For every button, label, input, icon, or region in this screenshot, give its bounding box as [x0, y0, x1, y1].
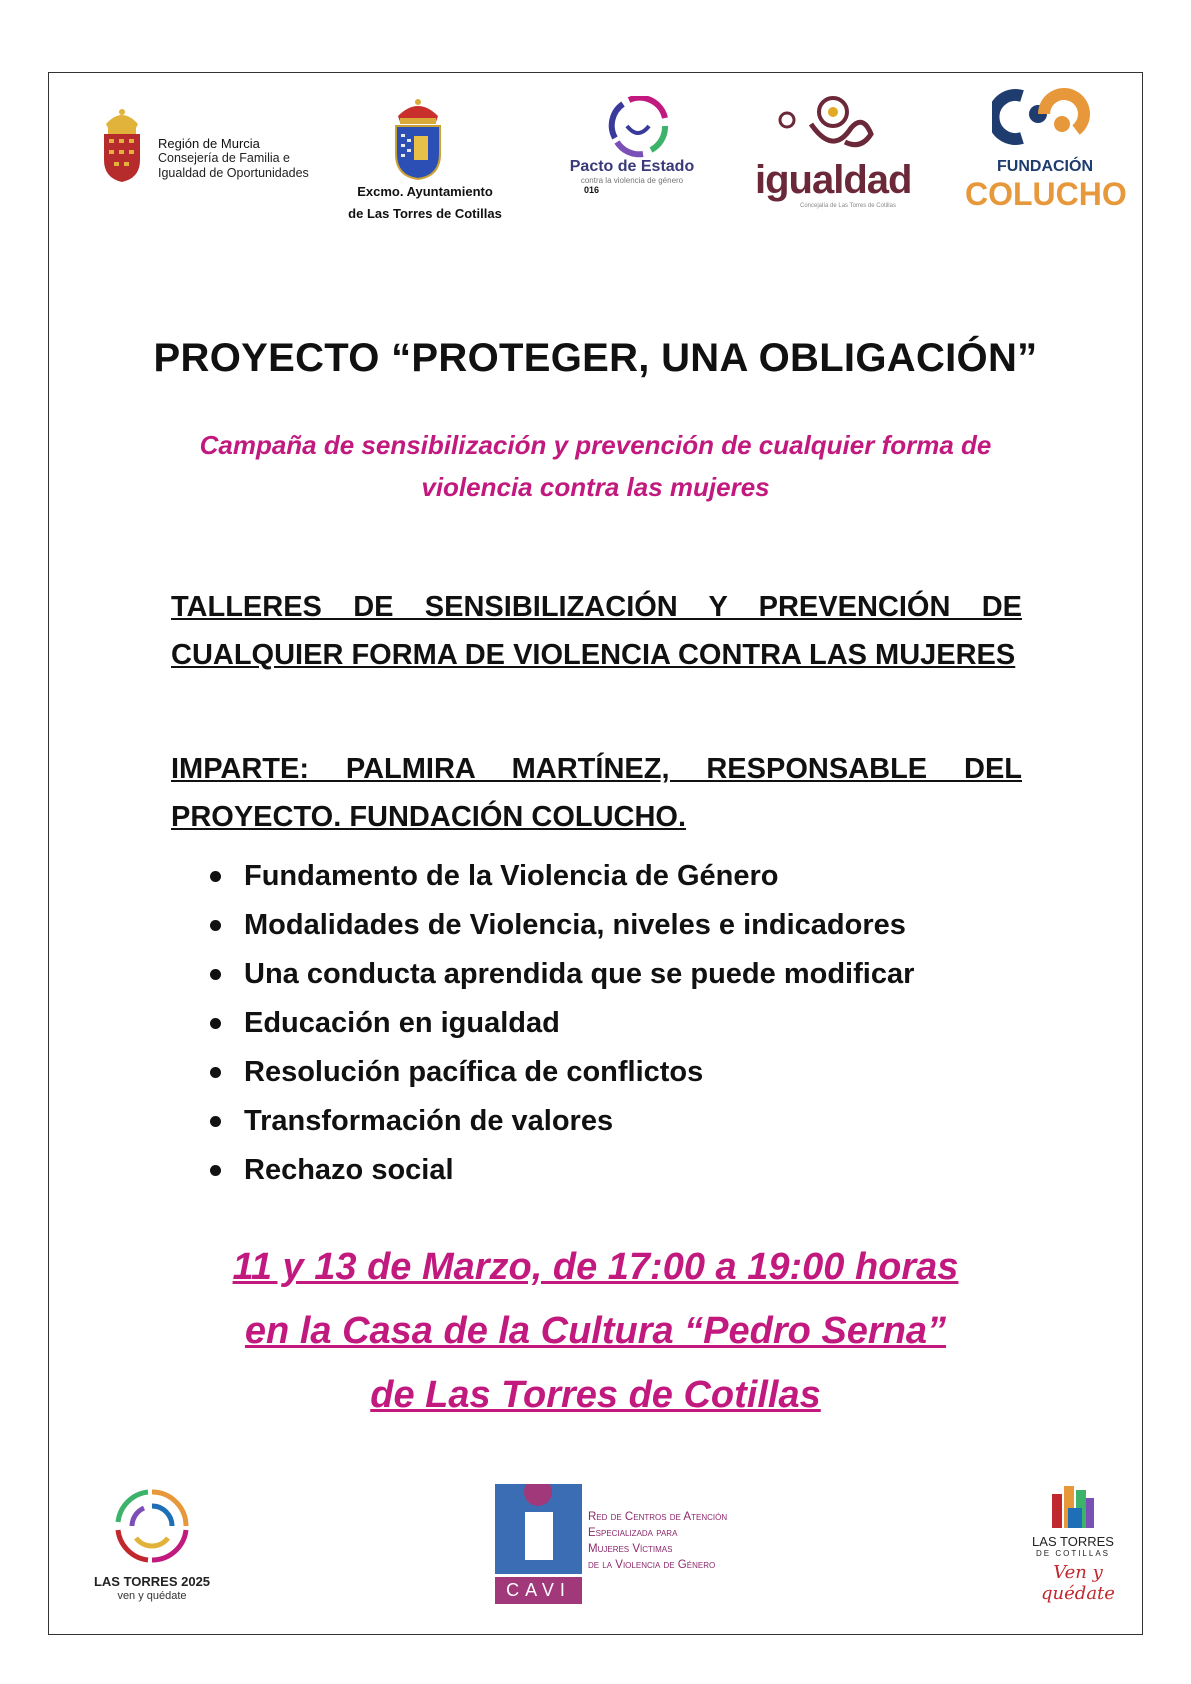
torres-logo-subtext: DE COTILLAS: [1035, 1549, 1110, 1558]
murcia-line1: Región de Murcia: [158, 136, 260, 151]
torres-logo-slogan: Ven y quédate: [1041, 1562, 1115, 1604]
instructor-heading: IMPARTE: PALMIRA MARTÍNEZ, RESPONSABLE DEL PROYECTO. FUNDACIÓN COLUCHO.: [171, 753, 1022, 833]
topic-text: Educación en igualdad: [244, 1007, 560, 1039]
cavi-label: CAVI: [495, 1577, 582, 1604]
event-date: 11 y 13 de Marzo, de 17:00 a 19:00 horas: [232, 1246, 959, 1288]
torres-logo: [1048, 1484, 1098, 1537]
murcia-line3: Igualdad de Oportunidades: [158, 166, 309, 180]
workshop-heading: TALLERES DE SENSIBILIZACIÓN Y PREVENCIÓN DE CUALQUIER FORMA DE VIOLENCIA CONTRA LAS MUJERES: [171, 591, 1022, 671]
torres-towers-icon: [1048, 1484, 1098, 1532]
torres-2025-slogan: ven y quédate: [117, 1590, 187, 1602]
igualdad-logo-text: igualdad: [755, 158, 912, 202]
list-item: [210, 950, 914, 999]
topic-text: Una conducta aprendida que se puede modificar: [244, 958, 915, 990]
topic-text: Transformación de valores: [244, 1105, 614, 1137]
cavi-line1: Red de Centros de Atención: [588, 1511, 728, 1523]
topics-list: [210, 852, 914, 1195]
bullet-icon: [210, 1165, 221, 1176]
bullet-icon: [210, 969, 221, 980]
pacto-circle-icon: [603, 96, 673, 158]
campaign-subtitle: [150, 424, 1041, 508]
ayuntamiento-crest-icon: [390, 96, 446, 180]
event-location: de Las Torres de Cotillas: [370, 1374, 821, 1416]
cavi-logo: [495, 1484, 582, 1574]
colucho-symbol-icon: [992, 84, 1092, 146]
murcia-line2: Consejería de Familia e: [158, 151, 291, 165]
torres-2025-rings-icon: [112, 1486, 192, 1566]
list-item: [210, 1146, 914, 1195]
pacto-subtitle: contra la violencia de género: [580, 176, 684, 185]
subtitle-line1: Campaña de sensibilización y prevención de cualquier forma de: [199, 430, 992, 460]
page-title: PROYECTO “PROTEGER, UNA OBLIGACIÓN”: [153, 336, 1038, 380]
cavi-text: [588, 1509, 727, 1573]
event-venue: en la Casa de la Cultura “Pedro Serna”: [244, 1310, 947, 1352]
pacto-title: Pacto de Estado: [569, 158, 695, 175]
murcia-logo: [100, 102, 144, 189]
bullet-icon: [210, 1067, 221, 1078]
torres-logo-text: LAS TORRES: [1032, 1534, 1114, 1549]
ayuntamiento-logo-text: [330, 181, 520, 225]
cavi-line4: de la Violencia de Género: [588, 1559, 716, 1571]
bullet-icon: [210, 1116, 221, 1127]
bullet-icon: [210, 871, 221, 882]
ayuntamiento-logo: [390, 96, 446, 185]
ayuntamiento-line1: Excmo. Ayuntamiento: [357, 184, 493, 199]
pacto-logo: [603, 96, 673, 163]
colucho-logo-line1: FUNDACIÓN: [997, 158, 1093, 175]
topic-text: Resolución pacífica de conflictos: [244, 1056, 704, 1088]
cavi-line2: Especializada para: [588, 1527, 678, 1539]
igualdad-figure-icon: [775, 94, 885, 160]
topic-text: Fundamento de la Violencia de Género: [244, 860, 779, 892]
colucho-logo-line2: COLUCHO: [965, 176, 1127, 212]
pacto-phone: 016: [584, 185, 600, 195]
murcia-logo-text: [158, 136, 309, 181]
colucho-logo: [992, 84, 1092, 151]
igualdad-logo-subtext: Concejalía de Las Torres de Cotillas: [800, 203, 896, 209]
list-item: [210, 999, 914, 1048]
subtitle-line2: violencia contra las mujeres: [421, 472, 770, 502]
topic-text: Rechazo social: [244, 1154, 454, 1186]
igualdad-logo: [775, 94, 885, 165]
list-item: [210, 852, 914, 901]
torres-2025-logo: [112, 1486, 192, 1571]
pacto-logo-text: [562, 158, 702, 195]
ayuntamiento-line2: de Las Torres de Cotillas: [348, 206, 502, 221]
list-item: [210, 1048, 914, 1097]
bullet-icon: [210, 920, 221, 931]
cavi-line3: Mujeres Víctimas: [588, 1543, 673, 1555]
list-item: [210, 901, 914, 950]
list-item: [210, 1097, 914, 1146]
torres-2025-text: LAS TORRES 2025: [93, 1574, 211, 1589]
cavi-info-icon: [495, 1484, 582, 1574]
murcia-crest-icon: [100, 102, 144, 184]
topic-text: Modalidades de Violencia, niveles e indicadores: [244, 909, 906, 941]
bullet-icon: [210, 1018, 221, 1029]
